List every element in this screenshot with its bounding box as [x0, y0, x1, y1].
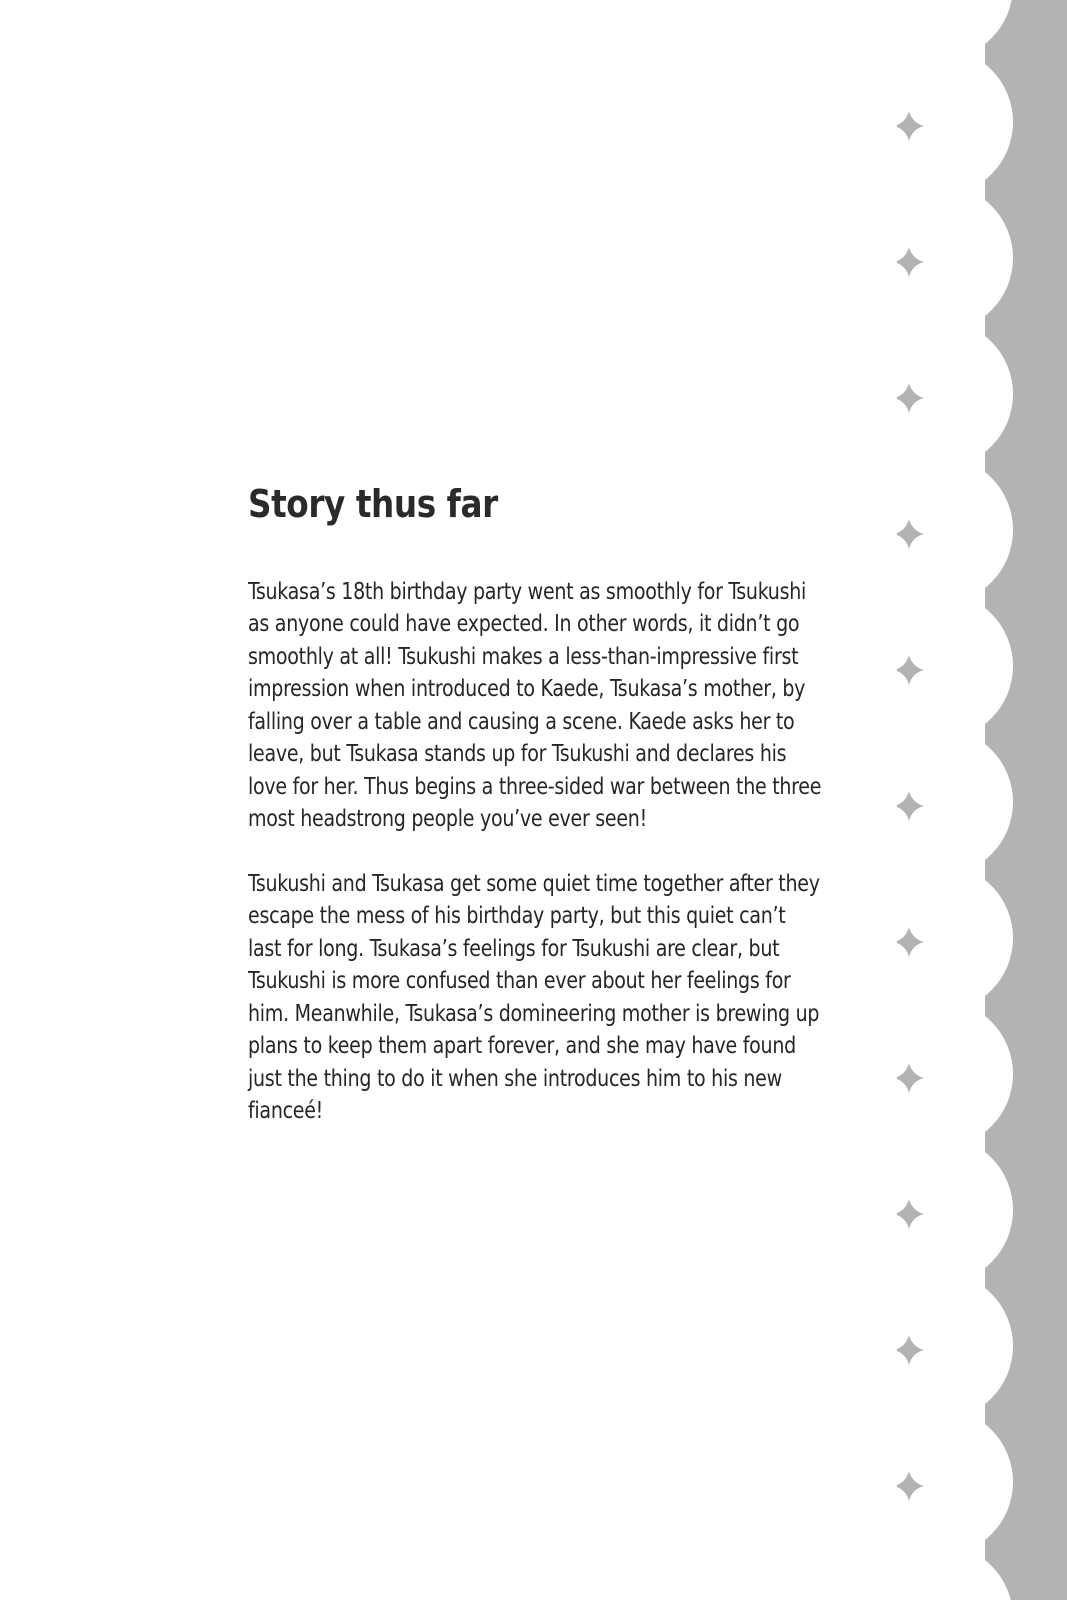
scallop-bites	[897, 0, 1013, 1600]
scallop-bite	[897, 1000, 1013, 1148]
scallop-bite	[897, 320, 1013, 468]
scallop-bite	[897, 1136, 1013, 1284]
story-summary	[248, 482, 822, 1160]
sparkle-star-icon	[897, 519, 924, 549]
summary-paragraph-2: Tsukushi and Tsukasa get some quiet time together after they escape the mess of his birthday party, but this quiet can’t last for long. Tsukasa’s feelings for Tsukushi are clear, but Tsukushi is more confused than ever about her feelings for him. Meanwhile, Tsukasa’s domineering mother is brewing up plans to keep them apart forever, and she may have found just the thing to do it when she introduces him to his new fianceé!	[248, 870, 820, 1125]
scallop-bite	[897, 48, 1013, 196]
sparkle-stars	[897, 111, 924, 1501]
scalloped-side-border	[897, 0, 1067, 1600]
sparkle-star-icon	[897, 791, 924, 821]
page-title: Story thus far	[248, 482, 498, 526]
sparkle-star-icon	[897, 1199, 924, 1229]
sparkle-star-icon	[897, 247, 924, 277]
scallop-bite	[897, 184, 1013, 332]
sparkle-star-icon	[897, 111, 924, 141]
scallop-bite	[897, 0, 1013, 60]
scallop-bite	[897, 864, 1013, 1012]
sparkle-star-icon	[897, 1063, 924, 1093]
scallop-bite	[897, 728, 1013, 876]
scallop-bite	[897, 1408, 1013, 1556]
sparkle-star-icon	[897, 1471, 924, 1501]
scallop-bite	[897, 1272, 1013, 1420]
scallop-bite	[897, 1544, 1013, 1600]
sparkle-star-icon	[897, 655, 924, 685]
scallop-bite	[897, 592, 1013, 740]
summary-paragraph-1: Tsukasa’s 18th birthday party went as smoothly for Tsukushi as anyone could have expected. In other words, it didn’t go smoothly at all! Tsukushi makes a less-than-impressive first impression when introduced to Kaede, Tsukasa’s mother, by falling over a table and causing a scene. Kaede asks her to leave, but Tsukasa stands up for Tsukushi and declares his love for her. Thus begins a three-sided war between the three most headstrong people you’ve ever seen!	[248, 578, 822, 833]
sparkle-star-icon	[897, 383, 924, 413]
sparkle-star-icon	[897, 927, 924, 957]
scalloped-band	[985, 0, 1067, 1600]
sparkle-star-icon	[897, 1335, 924, 1365]
scallop-bite	[897, 456, 1013, 604]
